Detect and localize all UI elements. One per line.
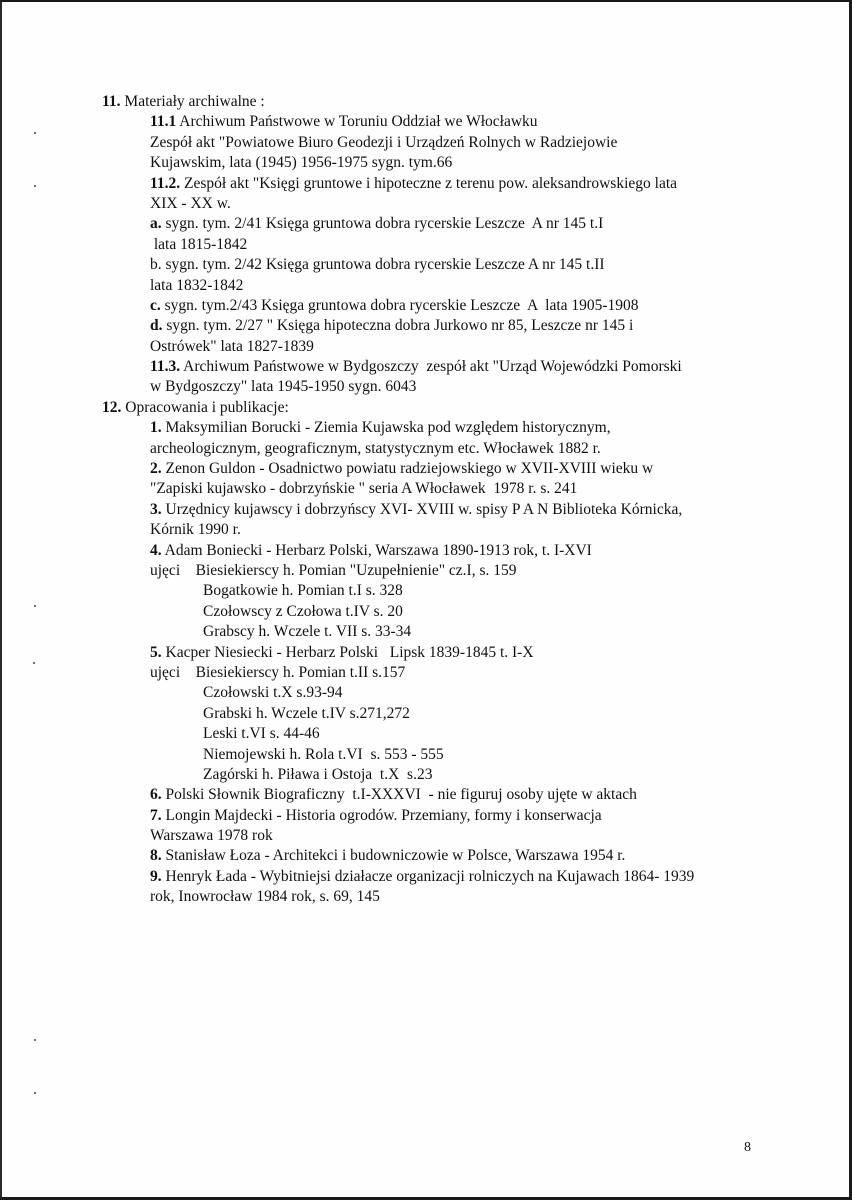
line-text: Czołowski t.X s.93-94 — [203, 684, 343, 702]
item-number: c. — [150, 296, 161, 314]
line-text: sygn. tym. 2/41 Księga gruntowa dobra rycerskie Leszcze A nr 145 t.I — [161, 215, 604, 233]
text-line — [102, 377, 782, 397]
line-text: Kórnik 1990 r. — [150, 521, 241, 539]
text-line — [102, 112, 782, 132]
item-number: 7. — [150, 806, 162, 824]
text-line — [102, 581, 782, 601]
line-text: Stanisław Łoza - Architekci i budowniczowie w Polsce, Warszawa 1954 r. — [161, 847, 626, 865]
item-number: 5. — [150, 643, 162, 661]
line-text: Czołowscy z Czołowa t.IV s. 20 — [203, 602, 403, 620]
line-text: sygn. tym. 2/27 " Księga hipoteczna dobra Jurkowo nr 85, Leszcze nr 145 i — [162, 317, 634, 335]
line-text: Maksymilian Borucki - Ziemia Kujawska pod względem historycznym, — [161, 419, 611, 437]
item-number: 2. — [150, 460, 162, 478]
line-text: Zenon Guldon - Osadnictwo powiatu radziejowskiego w XVII-XVIII wieku w — [161, 460, 654, 478]
page-number: 8 — [744, 1140, 751, 1155]
item-number: 11.1 — [150, 113, 177, 131]
line-text: Henryk Łada - Wybitniejsi działacze organizacji rolniczych na Kujawach 1864- 1939 — [161, 867, 695, 885]
text-line — [102, 174, 782, 194]
scan-speck — [34, 132, 36, 134]
text-line — [102, 602, 782, 622]
item-number: 1. — [150, 419, 162, 437]
document-body — [102, 92, 782, 908]
scan-speck — [34, 1092, 36, 1094]
line-text: ujęci Biesiekierscy h. Pomian "Uzupełnienie" cz.I, s. 159 — [150, 561, 517, 579]
section-number: 11. — [102, 93, 121, 110]
item-number: 11.2. — [150, 174, 181, 192]
line-text: Leski t.VI s. 44-46 — [203, 725, 320, 743]
item-number: 3. — [150, 500, 162, 518]
line-text: b. sygn. tym. 2/42 Księga gruntowa dobra rycerskie Leszcze A nr 145 t.II — [150, 256, 605, 274]
section-title: Opracowania i publikacje: — [125, 398, 289, 416]
line-text: XIX - XX w. — [150, 194, 231, 212]
item-number: 8. — [150, 847, 162, 865]
line-text: rok, Inowrocław 1984 rok, s. 69, 145 — [150, 888, 380, 906]
text-line — [102, 296, 782, 316]
line-text: w Bydgoszczy" lata 1945-1950 sygn. 6043 — [150, 378, 417, 396]
item-number: a. — [150, 215, 162, 233]
section-heading — [102, 398, 782, 418]
line-text: Polski Słownik Biograficzny t.I-XXXVI - nie figuruj osoby ujęte w aktach — [161, 786, 637, 804]
text-line — [102, 704, 782, 724]
line-text: Grabscy h. Wczele t. VII s. 33-34 — [203, 623, 412, 641]
scan-speck — [33, 662, 35, 664]
line-text: Warszawa 1978 rok — [150, 827, 273, 845]
text-line — [102, 337, 782, 357]
line-text: Urzędnicy kujawscy i dobrzyńscy XVI- XVIII w. spisy P A N Biblioteka Kórnicka, — [161, 500, 683, 518]
text-line — [102, 826, 782, 846]
text-line — [102, 194, 782, 214]
scan-speck — [34, 1039, 36, 1041]
line-text: lata 1815-1842 — [150, 235, 248, 253]
text-line — [102, 235, 782, 255]
text-line — [102, 418, 782, 438]
item-number: 4. — [150, 541, 162, 559]
line-text: Archiwum Państwowe w Toruniu Oddział we Włocławku — [176, 113, 538, 131]
line-text: Longin Majdecki - Historia ogrodów. Przemiany, formy i konserwacja — [161, 806, 602, 824]
text-line — [102, 867, 782, 887]
text-line — [102, 316, 782, 336]
text-line — [102, 683, 782, 703]
text-line — [102, 459, 782, 479]
line-text: lata 1832-1842 — [150, 276, 244, 294]
text-line — [102, 439, 782, 459]
text-line — [102, 643, 782, 663]
line-text: Zagórski h. Piława i Ostoja t.X s.23 — [203, 765, 433, 783]
section-heading — [102, 92, 782, 112]
text-line — [102, 745, 782, 765]
line-text: "Zapiski kujawsko - dobrzyńskie " seria A Włocławek 1978 r. s. 241 — [150, 480, 578, 498]
text-line — [102, 214, 782, 234]
line-text: Bogatkowie h. Pomian t.I s. 328 — [203, 582, 403, 600]
text-line — [102, 479, 782, 499]
line-text: archeologicznym, geograficznym, statystycznym etc. Włocławek 1882 r. — [150, 439, 601, 457]
item-number: 9. — [150, 867, 162, 885]
section-number: 12. — [102, 398, 122, 416]
line-text: sygn. tym.2/43 Księga gruntowa dobra rycerskie Leszcze A lata 1905-1908 — [160, 296, 639, 314]
scan-speck — [34, 185, 36, 187]
scan-speck — [34, 605, 36, 607]
item-number: 6. — [150, 786, 162, 804]
line-text: Kacper Niesiecki - Herbarz Polski Lipsk 1839-1845 t. I-X — [161, 643, 534, 661]
text-line — [102, 765, 782, 785]
text-line — [102, 806, 782, 826]
line-text: Kujawskim, lata (1945) 1956-1975 sygn. tym.66 — [150, 154, 453, 172]
section-title: Materiały archiwalne : — [124, 93, 265, 110]
line-text: Niemojewski h. Rola t.VI s. 553 - 555 — [203, 745, 444, 763]
text-line — [102, 255, 782, 275]
text-line — [102, 133, 782, 153]
text-line — [102, 153, 782, 173]
text-line — [102, 541, 782, 561]
text-line — [102, 846, 782, 866]
line-text: Ostrówek" lata 1827-1839 — [150, 337, 314, 355]
item-number: d. — [150, 317, 163, 335]
text-line — [102, 785, 782, 805]
line-text: Adam Boniecki - Herbarz Polski, Warszawa 1890-1913 rok, t. I-XVI — [161, 541, 592, 559]
line-text: Archiwum Państwowe w Bydgoszczy zespół akt "Urząd Wojewódzki Pomorski — [180, 358, 682, 376]
text-line — [102, 276, 782, 296]
item-number: 11.3. — [150, 358, 181, 376]
text-line — [102, 724, 782, 744]
text-line — [102, 561, 782, 581]
line-text: Grabski h. Wczele t.IV s.271,272 — [203, 704, 410, 722]
line-text: ujęci Biesiekierscy h. Pomian t.II s.157 — [150, 663, 406, 681]
line-text: Zespół akt "Powiatowe Biuro Geodezji i Urządzeń Rolnych w Radziejowie — [150, 133, 618, 151]
line-text: Zespół akt "Księgi gruntowe i hipoteczne z terenu pow. aleksandrowskiego lata — [180, 174, 678, 192]
text-line — [102, 500, 782, 520]
text-line — [102, 887, 782, 907]
text-line — [102, 663, 782, 683]
text-line — [102, 357, 782, 377]
text-line — [102, 622, 782, 642]
text-line — [102, 520, 782, 540]
